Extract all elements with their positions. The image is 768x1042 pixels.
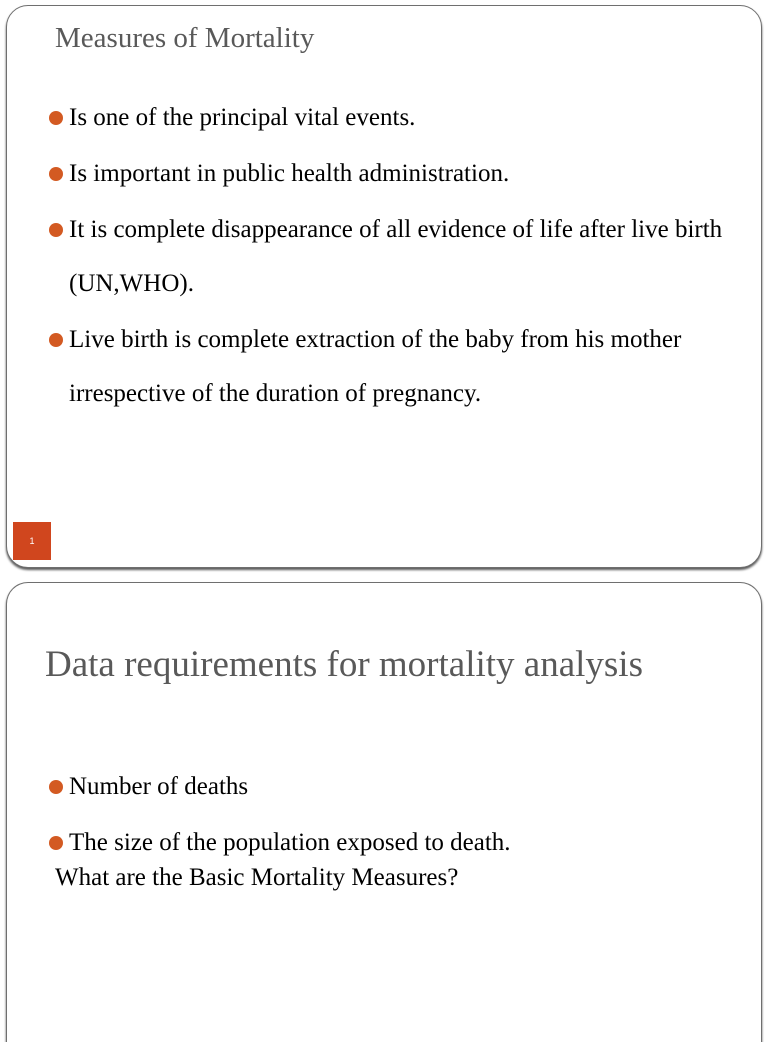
question-text: What are the Basic Mortality Measures? (55, 864, 459, 891)
slide-number-badge: 1 (13, 522, 51, 560)
bullet-dot-icon (49, 223, 63, 237)
slide-1 (6, 5, 762, 568)
bullet-text: Number of deaths (69, 773, 249, 800)
slide-title: Measures of Mortality (55, 22, 315, 54)
bullet-text: Is one of the principal vital events. (69, 104, 416, 131)
bullet-text: It is complete disappearance of all evidence of life after live birth (UN,WHO). (69, 216, 723, 297)
bullet-list (49, 760, 731, 872)
bullet-text: Is important in public health administration. (69, 160, 510, 187)
bullet-item (49, 313, 731, 421)
bullet-dot-icon (49, 836, 63, 850)
bullet-text: The size of the population exposed to death. (69, 829, 511, 856)
bullet-dot-icon (49, 333, 63, 347)
slide-2 (6, 582, 762, 1042)
bullet-item (49, 91, 731, 145)
bullet-text: Live birth is complete extraction of the baby from his mother irrespective of the duration of pregnancy. (69, 326, 682, 407)
bullet-dot-icon (49, 167, 63, 181)
bullet-dot-icon (49, 111, 63, 125)
bullet-item (49, 760, 731, 814)
bullet-list (49, 91, 731, 423)
bullet-item (49, 147, 731, 201)
bullet-item (49, 203, 731, 311)
slide-title: Data requirements for mortality analysis (45, 644, 643, 685)
bullet-dot-icon (49, 780, 63, 794)
bullet-item (49, 816, 731, 870)
